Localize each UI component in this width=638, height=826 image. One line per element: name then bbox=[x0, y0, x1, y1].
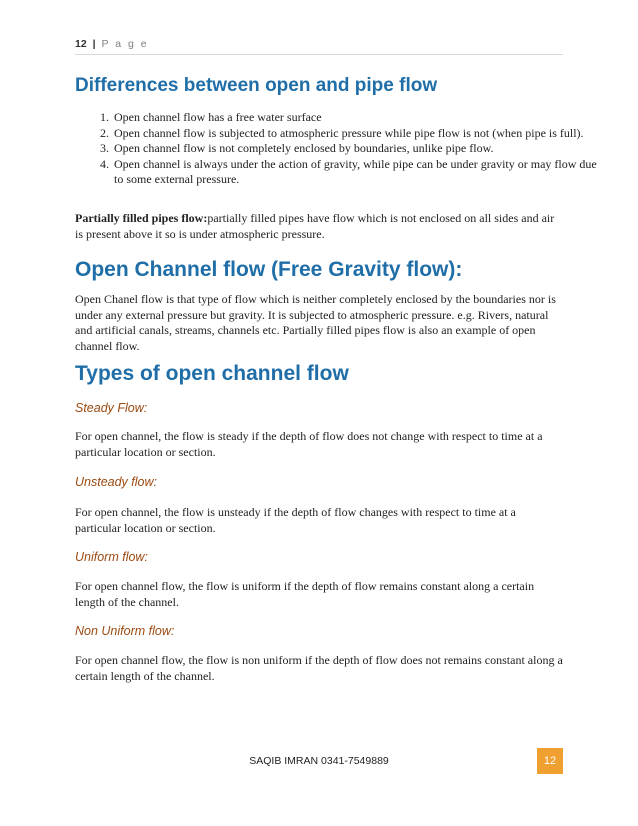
partially-filled-paragraph bbox=[75, 211, 563, 242]
partially-filled-text: partially filled pipes have flow which is not enclosed on all sides and air is present above it so is under atmospheric pressure. bbox=[75, 211, 555, 241]
list-item: 1. Open channel flow has a free water surface bbox=[112, 110, 600, 126]
section-title-differences: Differences between open and pipe flow bbox=[75, 75, 438, 96]
subheading-unsteady-flow: Unsteady flow: bbox=[75, 475, 157, 489]
footer-page-number-badge: 12 bbox=[537, 748, 563, 774]
list-item: 3. Open channel flow is not completely enclosed by boundaries, unlike pipe flow. bbox=[112, 141, 600, 157]
footer-credit: SAQIB IMRAN 0341-7549889 bbox=[249, 755, 389, 767]
header-separator: | bbox=[92, 38, 96, 50]
subheading-steady-flow: Steady Flow: bbox=[75, 401, 148, 415]
non-uniform-flow-paragraph: For open channel flow, the flow is non uniform if the depth of flow does not remains constant along a certain length of the channel. bbox=[75, 653, 563, 683]
partially-filled-label: Partially filled pipes flow: bbox=[75, 211, 208, 225]
header-page-number: 12 bbox=[75, 38, 87, 50]
open-channel-paragraph: Open Chanel flow is that type of flow which is neither completely enclosed by the boundaries nor is under any external pressure but gravity. It is subjected to atmospheric pressure. e.g. Rivers, natural and artificial canals, streams, channels etc. Partially filled pipes flow is also an example of open channel flow. bbox=[75, 292, 556, 353]
subheading-non-uniform-flow: Non Uniform flow: bbox=[75, 624, 175, 638]
header-page-word: P a g e bbox=[101, 38, 149, 50]
list-item: 2. Open channel flow is subjected to atmospheric pressure while pipe flow is not (when pipe is full). bbox=[112, 126, 600, 142]
subheading-uniform-flow: Uniform flow: bbox=[75, 550, 148, 564]
unsteady-flow-paragraph: For open channel, the flow is unsteady if the depth of flow changes with respect to time at a particular location or section. bbox=[75, 505, 516, 535]
list-item: 4. Open channel is always under the action of gravity, while pipe can be under gravity or may flow due to some external pressure. bbox=[112, 157, 600, 188]
page-footer bbox=[75, 748, 563, 776]
steady-flow-paragraph: For open channel, the flow is steady if the depth of flow does not change with respect to time at a particular location or section. bbox=[75, 429, 543, 459]
section-title-open-channel: Open Channel flow (Free Gravity flow): bbox=[75, 258, 463, 281]
uniform-flow-paragraph: For open channel flow, the flow is uniform if the depth of flow remains constant along a certain length of the channel. bbox=[75, 579, 535, 609]
section-title-types: Types of open channel flow bbox=[75, 362, 349, 385]
page-header bbox=[75, 38, 563, 55]
differences-list bbox=[75, 110, 600, 188]
